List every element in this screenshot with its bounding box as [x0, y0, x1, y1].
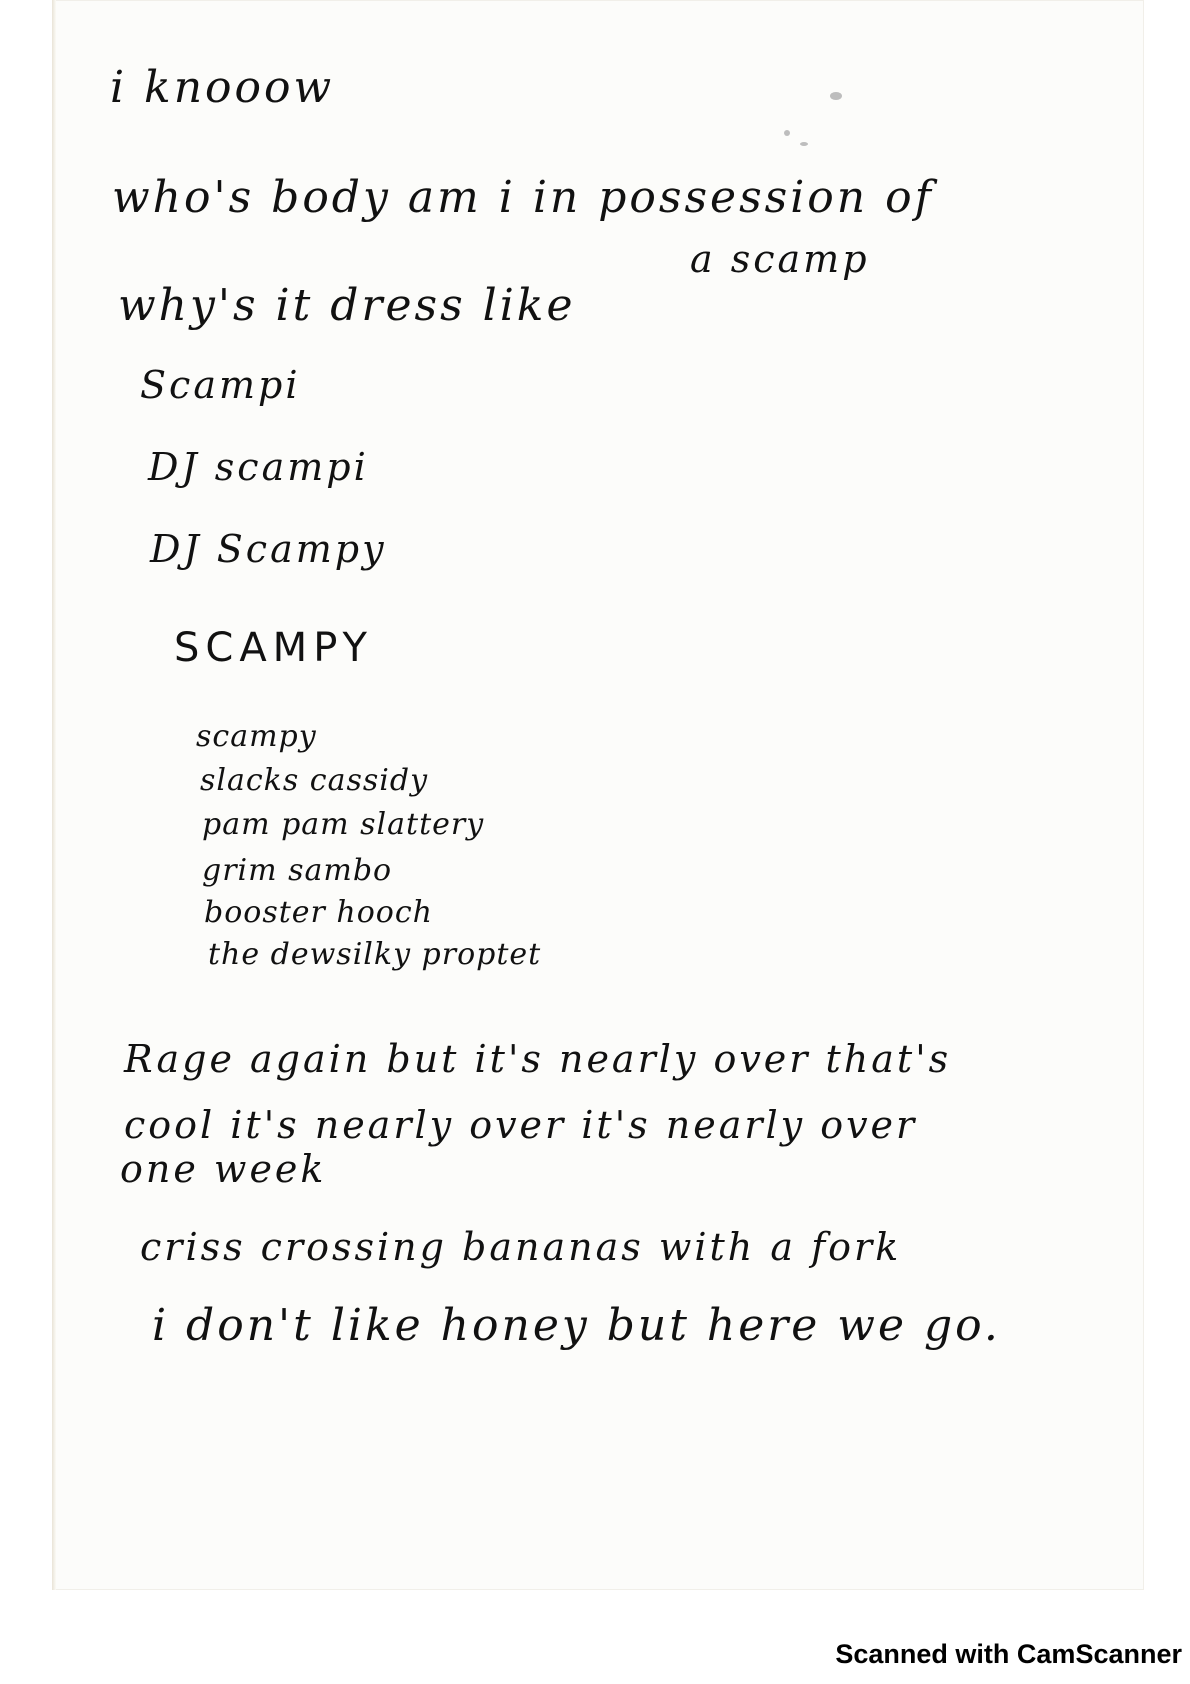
- note-line: cool it's nearly over it's nearly over: [124, 1103, 918, 1147]
- note-line: i don't like honey but here we go.: [152, 1300, 1001, 1351]
- note-line: Rage again but it's nearly over that's: [124, 1037, 952, 1081]
- note-line: the dewsilky proptet: [208, 937, 542, 972]
- note-line: Scampi: [140, 363, 301, 407]
- paper-mark: [800, 142, 808, 146]
- note-line: booster hooch: [204, 895, 433, 930]
- note-line: grim sambo: [202, 853, 393, 888]
- note-line: slacks cassidy: [200, 763, 429, 798]
- note-line: SCAMPY: [174, 625, 373, 671]
- paper-mark: [830, 92, 842, 100]
- note-line: DJ scampi: [148, 445, 369, 489]
- note-line: i knooow: [110, 62, 335, 113]
- paper-left-edge: [52, 0, 56, 1590]
- note-line: criss crossing bananas with a fork: [140, 1225, 902, 1269]
- camscanner-watermark: Scanned with CamScanner: [835, 1639, 1182, 1669]
- paper-mark: [784, 130, 790, 136]
- note-line: pam pam slattery: [202, 807, 485, 842]
- note-line: DJ Scampy: [150, 527, 387, 571]
- note-line: scampy: [196, 719, 317, 754]
- note-line: a scamp: [690, 237, 870, 281]
- note-line: why's it dress like: [118, 280, 576, 331]
- note-line: who's body am i in possession of: [112, 172, 934, 223]
- note-line: one week: [120, 1147, 327, 1191]
